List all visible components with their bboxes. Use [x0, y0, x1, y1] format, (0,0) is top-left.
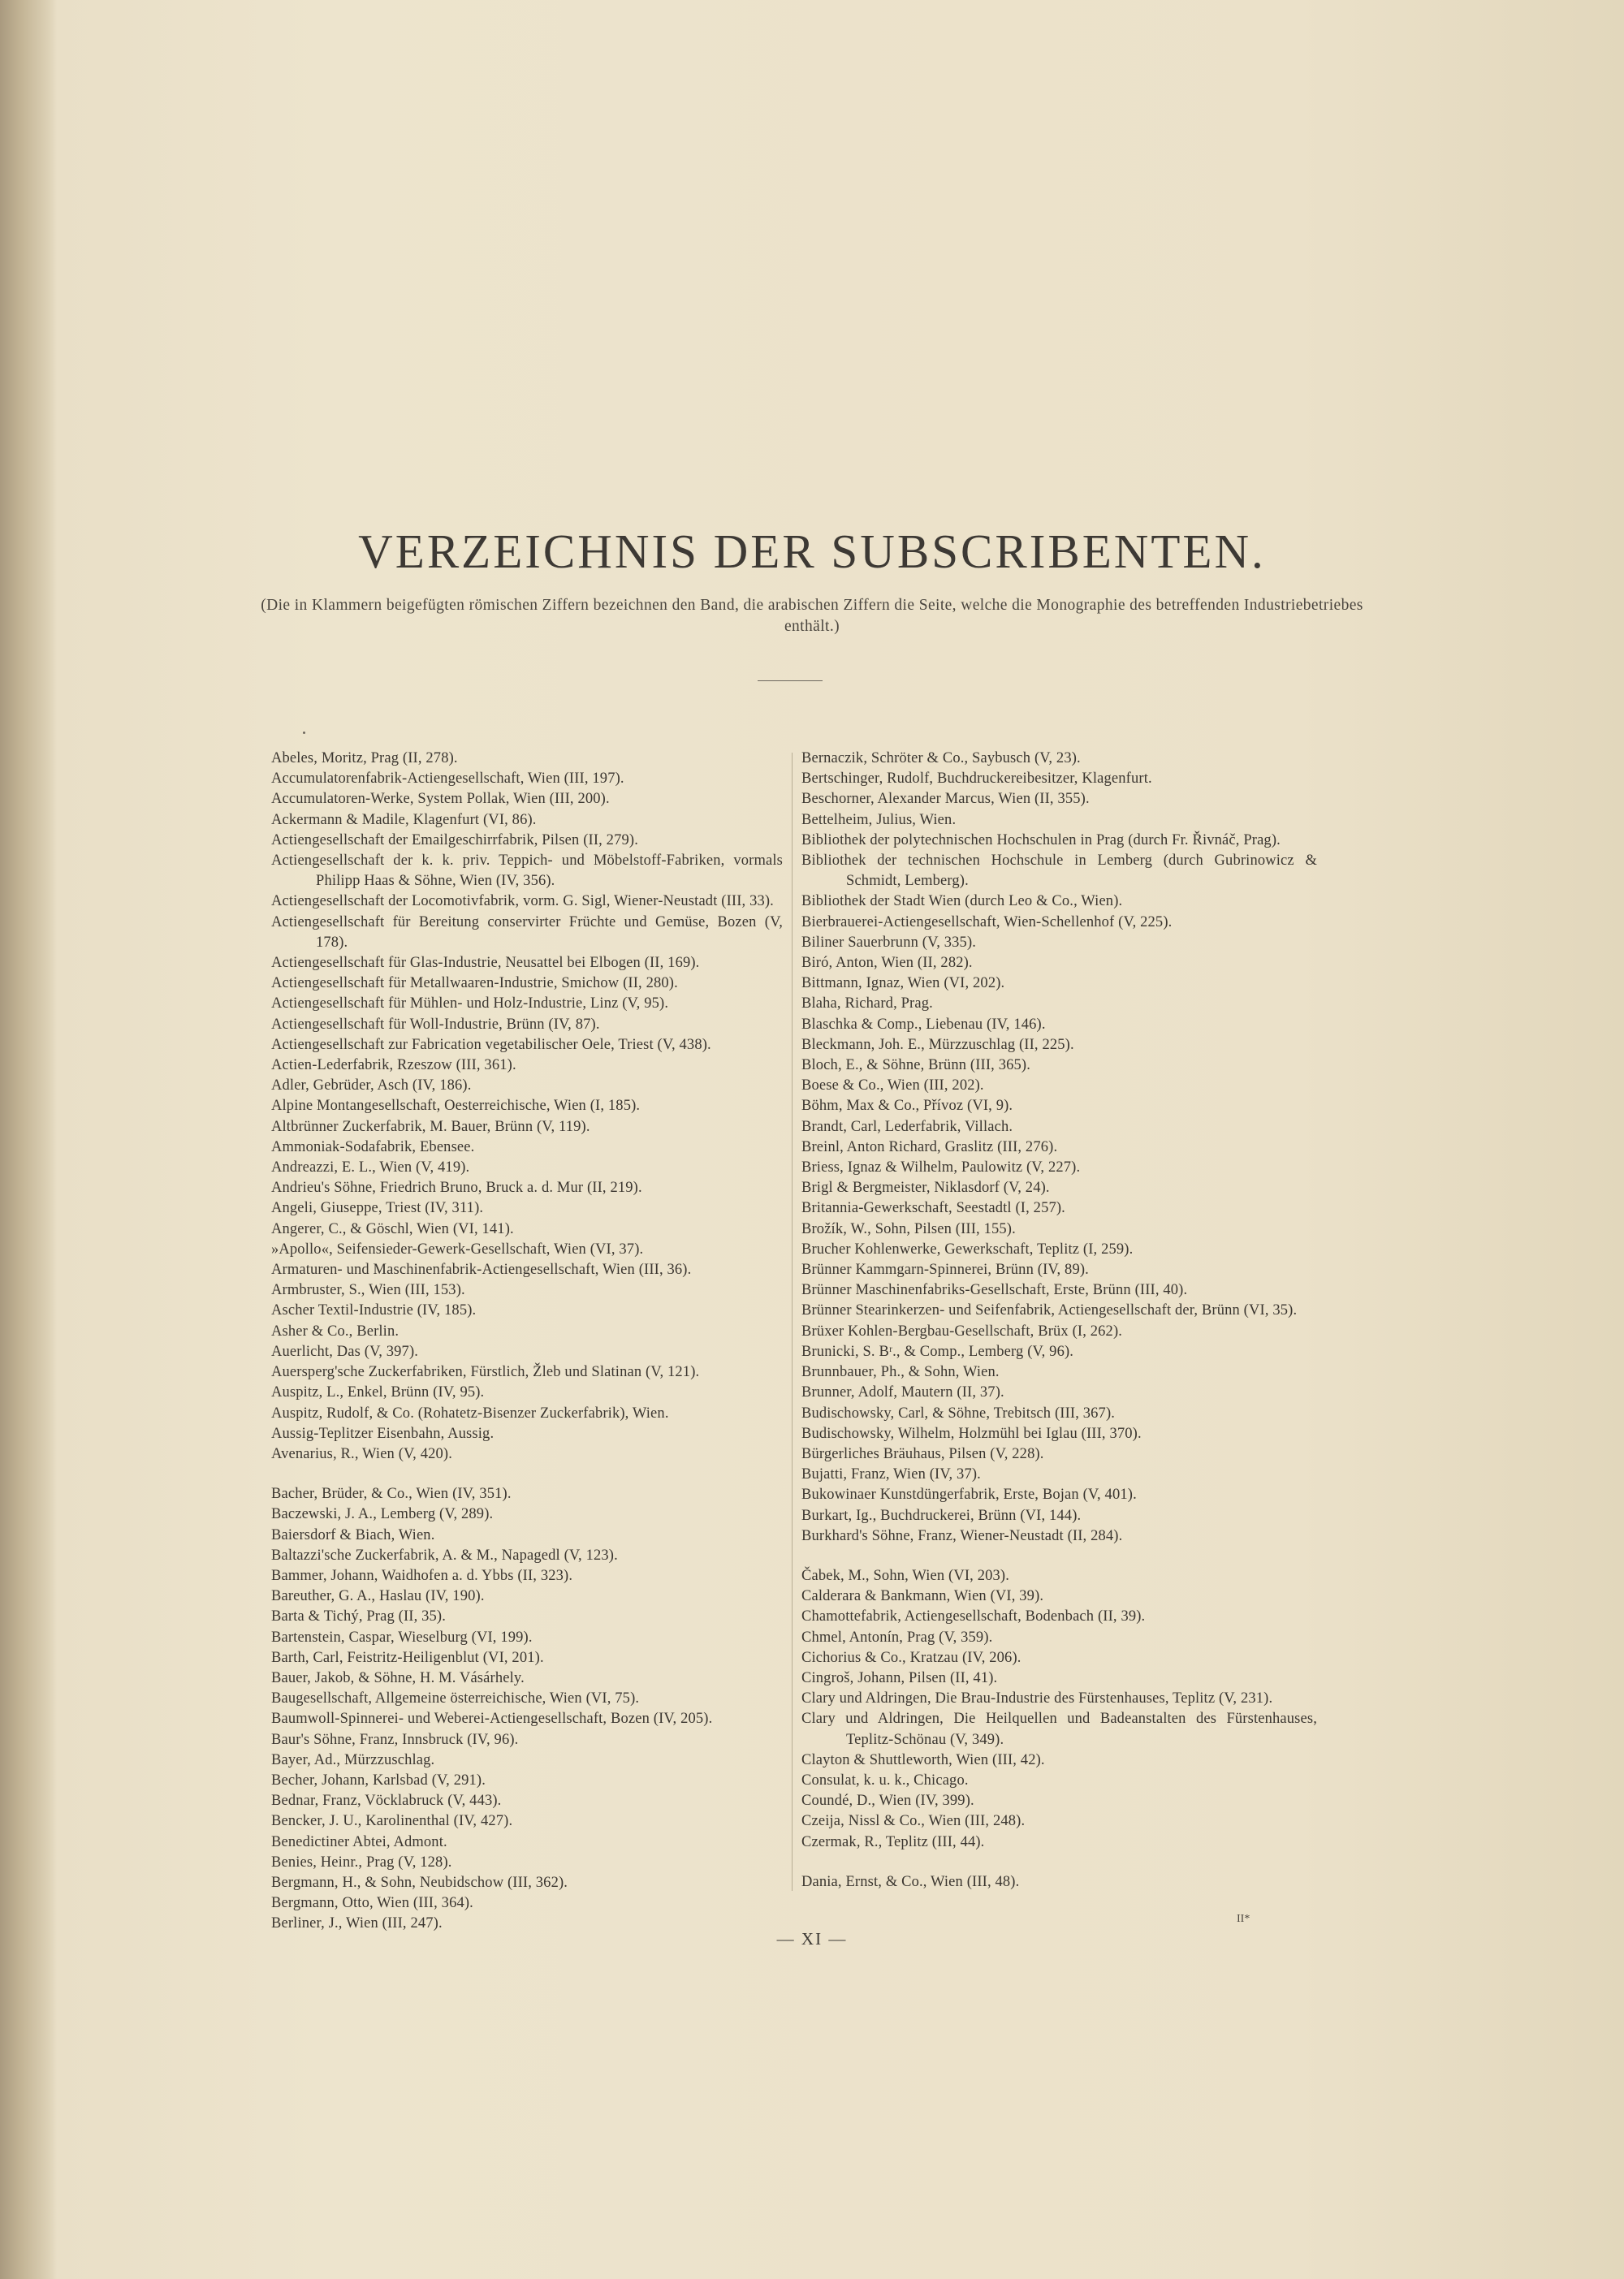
subscriber-entry: Clayton & Shuttleworth, Wien (III, 42). [801, 1751, 1045, 1768]
subscriber-entry: Bammer, Johann, Waidhofen a. d. Ybbs (II, 323). [271, 1567, 573, 1584]
subscriber-entry: Bukowinaer Kunstdüngerfabrik, Erste, Bojan (V, 401). [801, 1487, 1137, 1504]
subscriber-entry: Bergmann, Otto, Wien (III, 364). [271, 1895, 473, 1912]
left-column [271, 749, 783, 1935]
subscriber-entry: Breinl, Anton Richard, Graslitz (III, 276). [801, 1138, 1058, 1155]
subscriber-entry: Asher & Co., Berlin. [271, 1323, 400, 1340]
subscriber-entry: Brožík, W., Sohn, Pilsen (III, 155). [801, 1220, 1016, 1237]
subscriber-entry: Benies, Heinr., Prag (V, 128). [271, 1854, 452, 1871]
subscriber-entry: Dania, Ernst, & Co., Wien (III, 48). [801, 1873, 1020, 1890]
subscriber-entry: Calderara & Bankmann, Wien (VI, 39). [801, 1588, 1044, 1605]
subscriber-entry: Consulat, k. u. k., Chicago. [801, 1772, 969, 1789]
subscriber-entry: Budischowsky, Carl, & Söhne, Trebitsch (III, 367). [801, 1405, 1116, 1422]
subscriber-entry: Accumulatoren-Werke, System Pollak, Wien (III, 200). [271, 791, 610, 808]
subscriber-entry: Barta & Tichý, Prag (II, 35). [271, 1608, 447, 1625]
subscriber-entry: Bürgerliches Bräuhaus, Pilsen (V, 228). [801, 1445, 1044, 1462]
subscriber-entry: Actiengesellschaft für Mühlen- und Holz-Industrie, Linz (V, 95). [271, 995, 669, 1012]
subscriber-entry: »Apollo«, Seifensieder-Gewerk-Gesellschaft, Wien (VI, 37). [271, 1241, 644, 1258]
subscriber-entry: Ackermann & Madile, Klagenfurt (VI, 86). [271, 811, 537, 828]
subscriber-entry: Becher, Johann, Karlsbad (V, 291). [271, 1772, 486, 1789]
subscriber-entry: Cingroš, Johann, Pilsen (II, 41). [801, 1669, 998, 1686]
page-subtitle: (Die in Klammern beigefügten römischen Ziffern bezeichnen den Band, die arabischen Ziffern die Seite, welche die Monographie des betreffenden Industriebetriebes enthält.) [261, 597, 1363, 635]
subscriber-entry: Bayer, Ad., Mürzzuschlag. [271, 1751, 435, 1768]
subscriber-entry: Armaturen- und Maschinenfabrik-Actiengesellschaft, Wien (III, 36). [271, 1262, 692, 1279]
subscriber-entry: Beschorner, Alexander Marcus, Wien (II, 355). [801, 791, 1090, 808]
subscriber-entry: Benedictiner Abtei, Admont. [271, 1833, 447, 1850]
subscriber-entry: Bettelheim, Julius, Wien. [801, 811, 957, 828]
subscriber-entry: Czermak, R., Teplitz (III, 44). [801, 1833, 985, 1850]
subscriber-entry: Actiengesellschaft für Glas-Industrie, Neusattel bei Elbogen (II, 169). [271, 955, 700, 972]
subscriber-entry: Czeija, Nissl & Co., Wien (III, 248). [801, 1813, 1026, 1830]
subscriber-entry: Bujatti, Franz, Wien (IV, 37). [801, 1466, 981, 1483]
subscriber-entry: Bertschinger, Rudolf, Buchdruckereibesitzer, Klagenfurt. [801, 770, 1152, 788]
subscriber-entry: Bednar, Franz, Vöcklabruck (V, 443). [271, 1793, 502, 1810]
subscriber-entry: Brandt, Carl, Lederfabrik, Villach. [801, 1118, 1013, 1135]
subscriber-entry: Barth, Carl, Feistritz-Heiligenblut (VI, 201). [271, 1649, 544, 1666]
subscriber-entry: Baczewski, J. A., Lemberg (V, 289). [271, 1506, 494, 1523]
subscriber-entry: Bibliothek der polytechnischen Hochschulen in Prag (durch Fr. Řivnáč, Prag). [801, 831, 1281, 848]
subscriber-entry: Auerlicht, Das (V, 397). [271, 1343, 419, 1360]
subscriber-entry: Bencker, J. U., Karolinenthal (IV, 427). [271, 1813, 513, 1830]
subscriber-entry: Ascher Textil-Industrie (IV, 185). [271, 1302, 477, 1319]
subscriber-entry: Actiengesellschaft für Bereitung conservirter Früchte und Gemüse, Bozen (V, 178). [271, 913, 783, 951]
subscriber-entry: Bibliothek der technischen Hochschule in Lemberg (durch Gubrinowicz & Schmidt, Lemberg). [801, 852, 1317, 890]
subscriber-entry: Bleckmann, Joh. E., Mürzzuschlag (II, 225). [801, 1036, 1074, 1053]
subscriber-entry: Biliner Sauerbrunn (V, 335). [801, 934, 977, 951]
subscriber-entry: Andrieu's Söhne, Friedrich Bruno, Bruck a. d. Mur (II, 219). [271, 1180, 642, 1197]
subscriber-entry: Altbrünner Zuckerfabrik, M. Bauer, Brünn (V, 119). [271, 1118, 590, 1135]
subscriber-entry: Auersperg'sche Zuckerfabriken, Fürstlich, Žleb und Slatinan (V, 121). [271, 1364, 700, 1381]
subscriber-entry: Briess, Ignaz & Wilhelm, Paulowitz (V, 227). [801, 1159, 1081, 1176]
subscriber-entry: Auspitz, Rudolf, & Co. (Rohatetz-Bisenzer Zuckerfabrik), Wien. [271, 1405, 669, 1422]
subscriber-entry: Burkart, Ig., Buchdruckerei, Brünn (VI, 144). [801, 1507, 1082, 1524]
ink-dot [303, 732, 305, 734]
subscriber-entry: Brunicki, S. Bʳ., & Comp., Lemberg (V, 96). [801, 1343, 1074, 1360]
section-gap [271, 1465, 783, 1484]
subscriber-entry: Armbruster, S., Wien (III, 153). [271, 1282, 465, 1299]
subscriber-entry: Brucher Kohlenwerke, Gewerkschaft, Teplitz (I, 259). [801, 1241, 1134, 1258]
subscriber-entry: Bernaczik, Schröter & Co., Saybusch (V, 23). [801, 750, 1081, 766]
subscriber-entry: Clary und Aldringen, Die Brau-Industrie des Fürstenhauses, Teplitz (V, 231). [801, 1690, 1273, 1707]
subscriber-entry: Brigl & Bergmeister, Niklasdorf (V, 24). [801, 1180, 1050, 1197]
subscriber-entry: Brünner Kammgarn-Spinnerei, Brünn (IV, 89). [801, 1262, 1089, 1279]
title-rule [758, 680, 823, 681]
subscriber-entry: Burkhard's Söhne, Franz, Wiener-Neustadt (II, 284). [801, 1527, 1123, 1544]
subscriber-entry: Chamottefabrik, Actiengesellschaft, Bodenbach (II, 39). [801, 1608, 1146, 1625]
subscriber-entry: Bacher, Brüder, & Co., Wien (IV, 351). [271, 1486, 512, 1503]
subscriber-entry: Actiengesellschaft der Locomotivfabrik, vorm. G. Sigl, Wiener-Neustadt (III, 33). [271, 893, 774, 910]
subscriber-entry: Actiengesellschaft zur Fabrication vegetabilischer Oele, Triest (V, 438). [271, 1036, 711, 1053]
subscriber-entry: Abeles, Moritz, Prag (II, 278). [271, 750, 458, 766]
subscriber-entry: Actiengesellschaft der k. k. priv. Teppich- und Möbelstoff-Fabriken, vormals Philipp Haas & Söhne, Wien (IV, 356). [271, 852, 783, 890]
subscriber-entry: Brunner, Adolf, Mautern (II, 37). [801, 1384, 1004, 1401]
right-column [801, 749, 1317, 1893]
subscriber-entry: Actiengesellschaft für Metallwaaren-Industrie, Smichow (II, 280). [271, 975, 678, 992]
subscriber-entry: Bibliothek der Stadt Wien (durch Leo & Co., Wien). [801, 893, 1123, 910]
subscriber-entry: Brünner Stearinkerzen- und Seifenfabrik, Actiengesellschaft der, Brünn (VI, 35). [801, 1302, 1298, 1319]
subscriber-entry: Boese & Co., Wien (III, 202). [801, 1077, 984, 1094]
subscriber-entry: Blaschka & Comp., Liebenau (IV, 146). [801, 1016, 1046, 1033]
subscriber-entry: Čabek, M., Sohn, Wien (VI, 203). [801, 1567, 1010, 1584]
subscriber-entry: Bittmann, Ignaz, Wien (VI, 202). [801, 975, 1005, 992]
signature-mark: II* [1237, 1913, 1250, 1925]
subscriber-entry: Alpine Montangesellschaft, Oesterreichische, Wien (I, 185). [271, 1098, 641, 1115]
page-title: VERZEICHNIS DER SUBSCRIBENTEN. [358, 524, 1266, 578]
subscriber-entry: Avenarius, R., Wien (V, 420). [271, 1445, 453, 1462]
subscriber-entry: Brüxer Kohlen-Bergbau-Gesellschaft, Brüx (I, 262). [801, 1323, 1123, 1340]
column-divider [792, 753, 793, 1891]
subscriber-entry: Actien-Lederfabrik, Rzeszow (III, 361). [271, 1057, 516, 1074]
subscriber-entry: Baltazzi'sche Zuckerfabrik, A. & M., Napagedl (V, 123). [271, 1547, 618, 1564]
subscriber-entry: Baur's Söhne, Franz, Innsbruck (IV, 96). [271, 1731, 519, 1748]
section-gap [801, 1853, 1317, 1872]
subscriber-entry: Bartenstein, Caspar, Wieselburg (VI, 199). [271, 1629, 533, 1646]
section-gap [801, 1547, 1317, 1566]
subscriber-entry: Adler, Gebrüder, Asch (IV, 186). [271, 1077, 472, 1094]
subscriber-entry: Chmel, Antonín, Prag (V, 359). [801, 1629, 993, 1646]
subscriber-entry: Baiersdorf & Biach, Wien. [271, 1526, 435, 1543]
subscriber-entry: Baugesellschaft, Allgemeine österreichische, Wien (VI, 75). [271, 1690, 640, 1707]
subscriber-entry: Angeli, Giuseppe, Triest (IV, 311). [271, 1200, 484, 1217]
subscriber-entry: Actiengesellschaft für Woll-Industrie, Brünn (IV, 87). [271, 1016, 600, 1033]
subscriber-entry: Blaha, Richard, Prag. [801, 995, 933, 1012]
subscriber-entry: Britannia-Gewerkschaft, Seestadtl (I, 257). [801, 1200, 1065, 1217]
subscriber-entry: Coundé, D., Wien (IV, 399). [801, 1793, 974, 1810]
subscriber-entry: Andreazzi, E. L., Wien (V, 419). [271, 1159, 470, 1176]
subscriber-entry: Baumwoll-Spinnerei- und Weberei-Actiengesellschaft, Bozen (IV, 205). [271, 1711, 713, 1728]
subscriber-entry: Brünner Maschinenfabriks-Gesellschaft, Erste, Brünn (III, 40). [801, 1282, 1188, 1299]
subscriber-entry: Böhm, Max & Co., Přívoz (VI, 9). [801, 1098, 1013, 1115]
subscriber-entry: Cichorius & Co., Kratzau (IV, 206). [801, 1649, 1021, 1666]
subscriber-entry: Aussig-Teplitzer Eisenbahn, Aussig. [271, 1425, 495, 1442]
subscriber-entry: Bergmann, H., & Sohn, Neubidschow (III, 362). [271, 1874, 568, 1891]
subscriber-entry: Budischowsky, Wilhelm, Holzmühl bei Iglau (III, 370). [801, 1425, 1142, 1442]
subscriber-entry: Auspitz, L., Enkel, Brünn (IV, 95). [271, 1384, 485, 1401]
subscriber-entry: Berliner, J., Wien (III, 247). [271, 1915, 443, 1932]
subscriber-entry: Brunnbauer, Ph., & Sohn, Wien. [801, 1364, 1000, 1381]
subscriber-entry: Biró, Anton, Wien (II, 282). [801, 955, 973, 972]
subscriber-entry: Bauer, Jakob, & Söhne, H. M. Vásárhely. [271, 1669, 525, 1686]
subscriber-entry: Bareuther, G. A., Haslau (IV, 190). [271, 1588, 485, 1605]
subscriber-entry: Clary und Aldringen, Die Heilquellen und Badeanstalten des Fürstenhauses, Teplitz-Schönau (V, 349). [801, 1711, 1317, 1748]
page-number: — XI — [776, 1929, 848, 1949]
subscriber-entry: Bierbrauerei-Actiengesellschaft, Wien-Schellenhof (V, 225). [801, 913, 1173, 930]
subscriber-entry: Actiengesellschaft der Emailgeschirrfabrik, Pilsen (II, 279). [271, 831, 638, 848]
subscriber-entry: Angerer, C., & Göschl, Wien (VI, 141). [271, 1220, 514, 1237]
subscriber-entry: Accumulatorenfabrik-Actiengesellschaft, Wien (III, 197). [271, 770, 624, 788]
subscriber-entry: Ammoniak-Sodafabrik, Ebensee. [271, 1138, 475, 1155]
subscriber-entry: Bloch, E., & Söhne, Brünn (III, 365). [801, 1057, 1030, 1074]
